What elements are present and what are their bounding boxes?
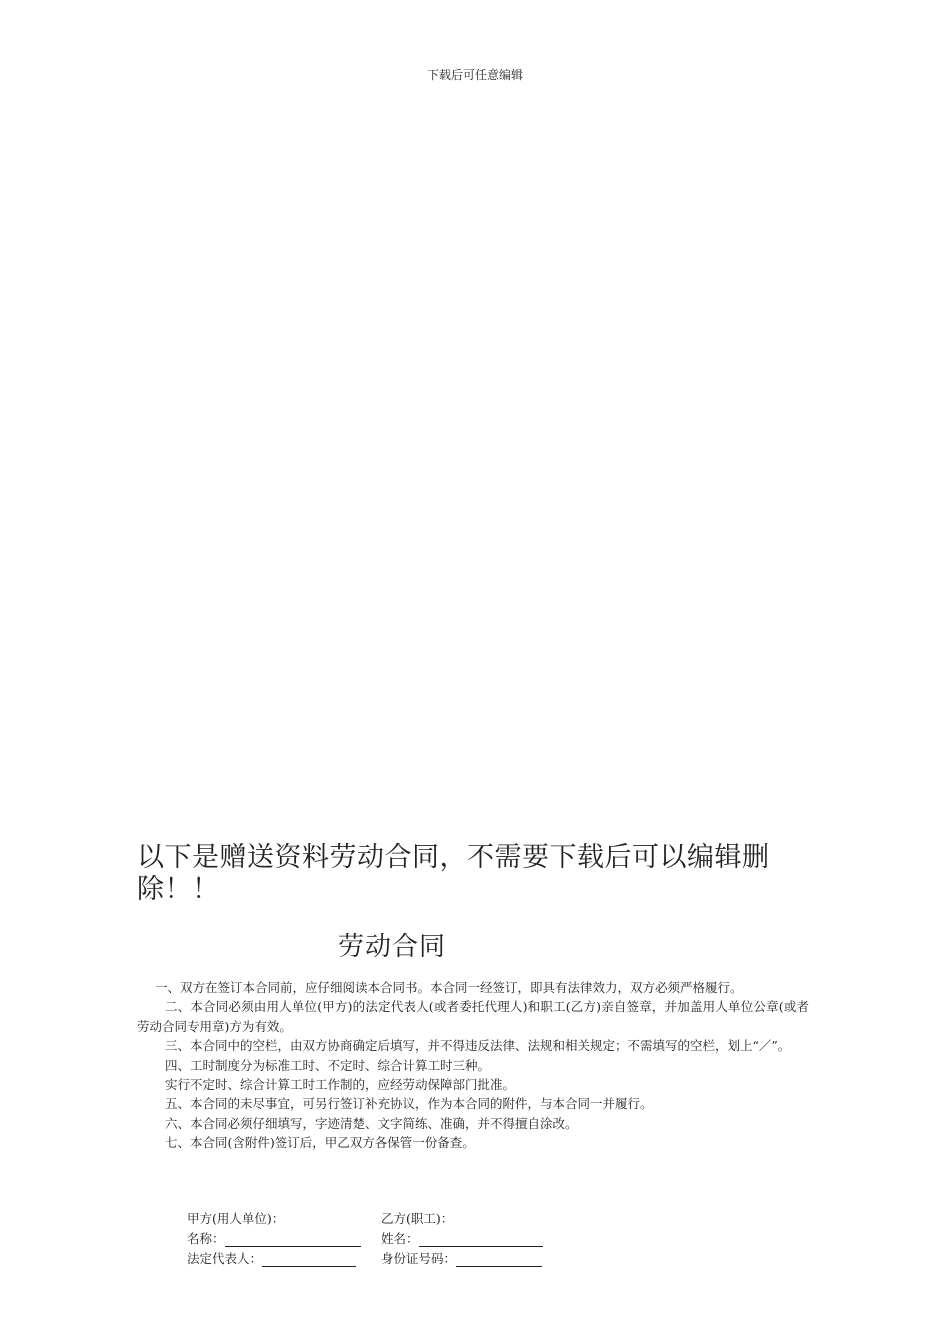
instruction-paragraph: 七、本合同(含附件)签订后，甲乙双方各保管一份备查。 bbox=[165, 1135, 475, 1151]
party-a-rep-field[interactable] bbox=[262, 1252, 356, 1267]
party-b-name-label: 姓名： bbox=[381, 1231, 419, 1246]
party-b-id-label: 身份证号码： bbox=[381, 1251, 457, 1266]
instruction-paragraph: 二、本合同必须由用人单位(甲方)的法定代表人(或者委托代理人)和职工(乙方)亲自签章，并加盖用人单位公章(或者劳动合同专用章)方为有效。 bbox=[137, 999, 809, 1034]
party-b-heading: 乙方(职工)： bbox=[381, 1211, 454, 1226]
page-header: 下载后可任意编辑 bbox=[426, 68, 523, 82]
signature-name-row bbox=[187, 1229, 575, 1249]
party-a-name-label: 名称： bbox=[187, 1231, 225, 1246]
party-b-id-field[interactable] bbox=[456, 1252, 542, 1267]
instruction-paragraph: 六、本合同必须仔细填写，字迹清楚、文字简练、准确，并不得擅自涂改。 bbox=[165, 1115, 578, 1131]
contract-title: 劳动合同 bbox=[338, 932, 447, 962]
contract-instructions bbox=[137, 978, 809, 1153]
party-b-name-field[interactable] bbox=[419, 1232, 543, 1247]
signature-block bbox=[187, 1209, 575, 1269]
instruction-paragraph: 三、本合同中的空栏，由双方协商确定后填写，并不得违反法律、法规和相关规定；不需填写的空栏，划上“／”。 bbox=[165, 1038, 791, 1054]
party-a-rep-label: 法定代表人： bbox=[187, 1251, 263, 1266]
instruction-paragraph: 五、本合同的未尽事宜，可另行签订补充协议，作为本合同的附件，与本合同一并履行。 bbox=[165, 1096, 653, 1112]
signature-rep-row bbox=[187, 1249, 575, 1269]
party-a-heading: 甲方(用人单位)： bbox=[187, 1211, 285, 1226]
promo-notice: 以下是赠送资料劳动合同，不需要下载后可以编辑删除！！ bbox=[137, 842, 770, 905]
instruction-paragraph: 一、双方在签订本合同前，应仔细阅读本合同书。本合同一经签订，即具有法律效力，双方必须严格履行。 bbox=[155, 980, 743, 995]
party-a-name-field[interactable] bbox=[225, 1232, 361, 1247]
instruction-paragraph: 实行不定时、综合计算工时工作制的，应经劳动保障部门批准。 bbox=[165, 1077, 516, 1093]
instruction-paragraph: 四、工时制度分为标准工时、不定时、综合计算工时三种。 bbox=[165, 1057, 491, 1073]
signature-headings bbox=[187, 1209, 575, 1229]
